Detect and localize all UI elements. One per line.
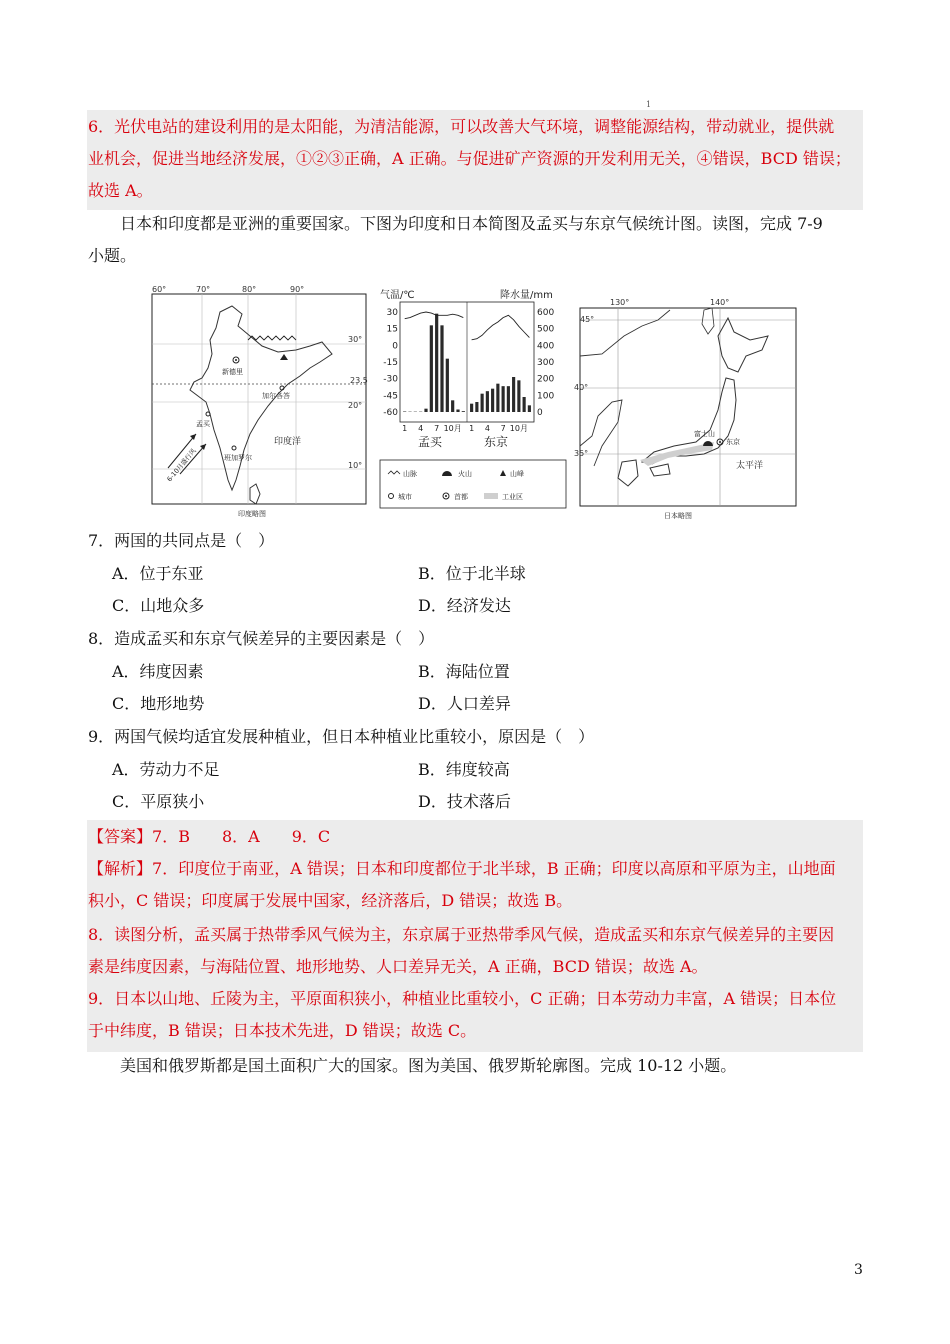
precip-bar bbox=[523, 397, 526, 412]
precip-bar bbox=[486, 391, 489, 412]
left-tick-label: -30 bbox=[383, 374, 398, 385]
month-label: 1 bbox=[469, 424, 475, 433]
peak-legend-icon bbox=[500, 470, 506, 476]
volcano-legend-icon bbox=[442, 471, 452, 476]
kyushu bbox=[618, 460, 638, 486]
month-label: 1 bbox=[402, 424, 408, 433]
precip-bar bbox=[403, 412, 406, 413]
q6-explanation-line: 业机会，促进当地经济发展，①②③正确，A 正确。与促进矿产资源的开发利用无关，④错误，BCD 错误； bbox=[88, 149, 851, 168]
city-icon bbox=[232, 446, 236, 450]
q6-explanation-line: 6．光伏电站的建设利用的是太阳能，为清洁能源，可以改善大气环境，调整能源结构，带动就业，提供就 bbox=[88, 117, 835, 136]
right-tick-label: 600 bbox=[537, 308, 555, 318]
lat-label: 30° bbox=[348, 335, 363, 344]
lon-label: 80° bbox=[242, 285, 257, 294]
right-tick-label: 200 bbox=[537, 374, 555, 385]
month-label: 4 bbox=[484, 424, 490, 433]
mountain-range bbox=[248, 336, 296, 340]
lon-label: 60° bbox=[152, 285, 167, 294]
left-tick-label: -45 bbox=[383, 391, 398, 402]
legend-label: 山峰 bbox=[510, 470, 524, 478]
option-b[interactable]: B．海陆位置 bbox=[418, 662, 510, 681]
industry-legend-icon bbox=[484, 493, 498, 499]
precip-bar bbox=[424, 409, 427, 412]
month-label: 10月 bbox=[443, 424, 462, 433]
analysis-text: 7．印度位于南亚，A 错误；日本和印度都位于北半球，B 正确；印度以高原和平原为主，山地面 bbox=[152, 859, 836, 878]
sakhalin bbox=[702, 308, 714, 334]
analysis-line: 9．日本以山地、丘陵为主，平原面积狭小，种植业比重较小，C 正确；日本劳动力丰富，A 错误；日本位 bbox=[88, 989, 837, 1008]
month-label: 4 bbox=[418, 424, 424, 433]
sri-lanka bbox=[250, 484, 260, 504]
legend-label: 山脉 bbox=[403, 470, 417, 478]
top-mark: 1 bbox=[646, 100, 652, 109]
lon-label: 70° bbox=[196, 285, 211, 294]
analysis-line: 于中纬度，B 错误；日本技术先进，D 错误；故选 C。 bbox=[88, 1021, 477, 1040]
analysis-line bbox=[88, 858, 836, 880]
analysis-line: 积小，C 错误；印度属于发展中国家，经济落后，D 错误；故选 B。 bbox=[88, 891, 573, 910]
month-label: 7 bbox=[434, 424, 440, 433]
legend-label: 城市 bbox=[398, 493, 412, 501]
intro-10-12: 美国和俄罗斯都是国土面积广大的国家。图为美国、俄罗斯轮廓图。完成 10-12 小题。 bbox=[120, 1056, 737, 1075]
place-label: 印度洋 bbox=[274, 437, 302, 447]
precip-bar bbox=[462, 411, 465, 412]
answer-line bbox=[88, 826, 330, 848]
peak-icon bbox=[280, 354, 288, 360]
lon-label: 130° bbox=[610, 298, 630, 307]
question-stem: 7．两国的共同点是（ ） bbox=[88, 531, 275, 550]
left-tick-label: -15 bbox=[383, 358, 398, 368]
lat-label: 40° bbox=[574, 383, 589, 392]
analysis-line: 8．读图分析，孟买属于热带季风气候为主，东京属于亚热带季风气候，造成孟买和东京气候差异的主要因 bbox=[88, 925, 835, 944]
page-number: 3 bbox=[854, 1262, 863, 1278]
india-outline bbox=[190, 306, 332, 490]
lat-label: 35° bbox=[574, 449, 589, 458]
legend-label: 火山 bbox=[458, 470, 472, 478]
option-c[interactable]: C．山地众多 bbox=[112, 596, 205, 615]
precip-bar bbox=[440, 325, 443, 412]
precip-bar bbox=[446, 359, 449, 412]
option-c[interactable]: C．平原狭小 bbox=[112, 792, 205, 811]
question-stem: 8．造成孟买和东京气候差异的主要因素是（ ） bbox=[88, 629, 435, 648]
option-a[interactable]: A．劳动力不足 bbox=[112, 760, 220, 779]
india-map bbox=[150, 284, 370, 522]
precip-bar bbox=[528, 405, 531, 412]
lat-label: 10° bbox=[348, 461, 363, 470]
left-axis-title: 气温/℃ bbox=[380, 290, 415, 301]
precip-bar bbox=[496, 384, 499, 412]
precip-bar bbox=[470, 404, 473, 412]
station-label: 孟买 bbox=[418, 435, 443, 449]
left-tick-label: 15 bbox=[386, 324, 398, 335]
place-label: 新德里 bbox=[222, 368, 243, 376]
place-label: 孟买 bbox=[196, 420, 210, 428]
answer-tag: 【答案】 bbox=[88, 827, 153, 846]
answer-text: 7．B 8．A 9．C bbox=[152, 827, 331, 846]
right-tick-label: 0 bbox=[537, 408, 543, 418]
place-label: 东京 bbox=[726, 438, 740, 446]
map-caption: 印度略图 bbox=[238, 510, 266, 518]
option-d[interactable]: D．人口差异 bbox=[418, 694, 511, 713]
option-d[interactable]: D．经济发达 bbox=[418, 596, 511, 615]
analysis-line: 素是纬度因素，与海陆位置、地形地势、人口差异无关，A 正确，BCD 错误；故选 A。 bbox=[88, 957, 708, 976]
lat-label: 45° bbox=[580, 315, 595, 324]
place-label: 6-10月盛行风 bbox=[165, 446, 198, 484]
right-tick-label: 300 bbox=[537, 358, 555, 368]
legend-label: 工业区 bbox=[502, 493, 523, 501]
intro-7-9: 小题。 bbox=[88, 246, 137, 265]
lat-label: 23.5 bbox=[350, 376, 368, 385]
hokkaido bbox=[718, 318, 768, 372]
place-label: 太平洋 bbox=[736, 461, 764, 471]
month-label: 10月 bbox=[509, 424, 528, 433]
city-icon bbox=[206, 412, 210, 416]
climate-chart bbox=[378, 284, 570, 512]
right-axis-title: 降水量/mm bbox=[500, 290, 553, 301]
option-a[interactable]: A．纬度因素 bbox=[112, 662, 204, 681]
lat-label: 20° bbox=[348, 401, 363, 410]
japan-map bbox=[574, 296, 800, 522]
precip-bar bbox=[451, 400, 454, 412]
left-tick-label: 30 bbox=[386, 308, 398, 318]
precip-bar bbox=[517, 380, 520, 412]
mountain-legend-icon bbox=[388, 471, 400, 474]
precip-bar bbox=[435, 314, 438, 412]
precip-bar bbox=[430, 325, 433, 412]
option-b[interactable]: B．纬度较高 bbox=[418, 760, 510, 779]
analysis-tag: 【解析】 bbox=[88, 859, 153, 878]
left-tick-label: -60 bbox=[383, 408, 398, 418]
volcano-icon bbox=[703, 441, 713, 446]
station-label: 东京 bbox=[484, 435, 509, 449]
place-label: 富士山 bbox=[694, 430, 715, 438]
lon-label: 90° bbox=[290, 285, 305, 294]
option-b[interactable]: B．位于北半球 bbox=[418, 564, 526, 583]
intro-7-9: 日本和印度都是亚洲的重要国家。下图为印度和日本简图及孟买与东京气候统计图。读图，完成 7-9 bbox=[120, 214, 823, 233]
precip-bar bbox=[475, 402, 478, 412]
q6-explanation-line: 故选 A。 bbox=[88, 181, 153, 200]
month-label: 7 bbox=[500, 424, 506, 433]
map-caption: 日本略图 bbox=[664, 512, 692, 520]
place-label: 班加罗尔 bbox=[224, 454, 252, 462]
precip-bar bbox=[481, 394, 484, 412]
left-tick-label: 0 bbox=[392, 341, 398, 352]
shikoku bbox=[650, 464, 670, 476]
legend-label: 首都 bbox=[454, 493, 468, 501]
precip-bar bbox=[491, 389, 494, 412]
precip-bar bbox=[456, 410, 459, 413]
right-tick-label: 100 bbox=[537, 391, 555, 402]
precip-bar bbox=[507, 386, 510, 412]
lon-label: 140° bbox=[710, 298, 730, 307]
temperature-line bbox=[472, 315, 530, 340]
city-legend-icon bbox=[389, 494, 394, 499]
question-stem: 9．两国气候均适宜发展种植业，但日本种植业比重较小，原因是（ ） bbox=[88, 727, 595, 746]
option-a[interactable]: A．位于东亚 bbox=[112, 564, 204, 583]
place-label: 加尔各答 bbox=[262, 392, 290, 400]
option-d[interactable]: D．技术落后 bbox=[418, 792, 511, 811]
precip-bar bbox=[502, 386, 505, 412]
temperature-line bbox=[405, 312, 464, 319]
option-c[interactable]: C．地形地势 bbox=[112, 694, 205, 713]
precip-bar bbox=[512, 377, 515, 412]
right-tick-label: 500 bbox=[537, 324, 555, 335]
right-tick-label: 400 bbox=[537, 341, 555, 352]
